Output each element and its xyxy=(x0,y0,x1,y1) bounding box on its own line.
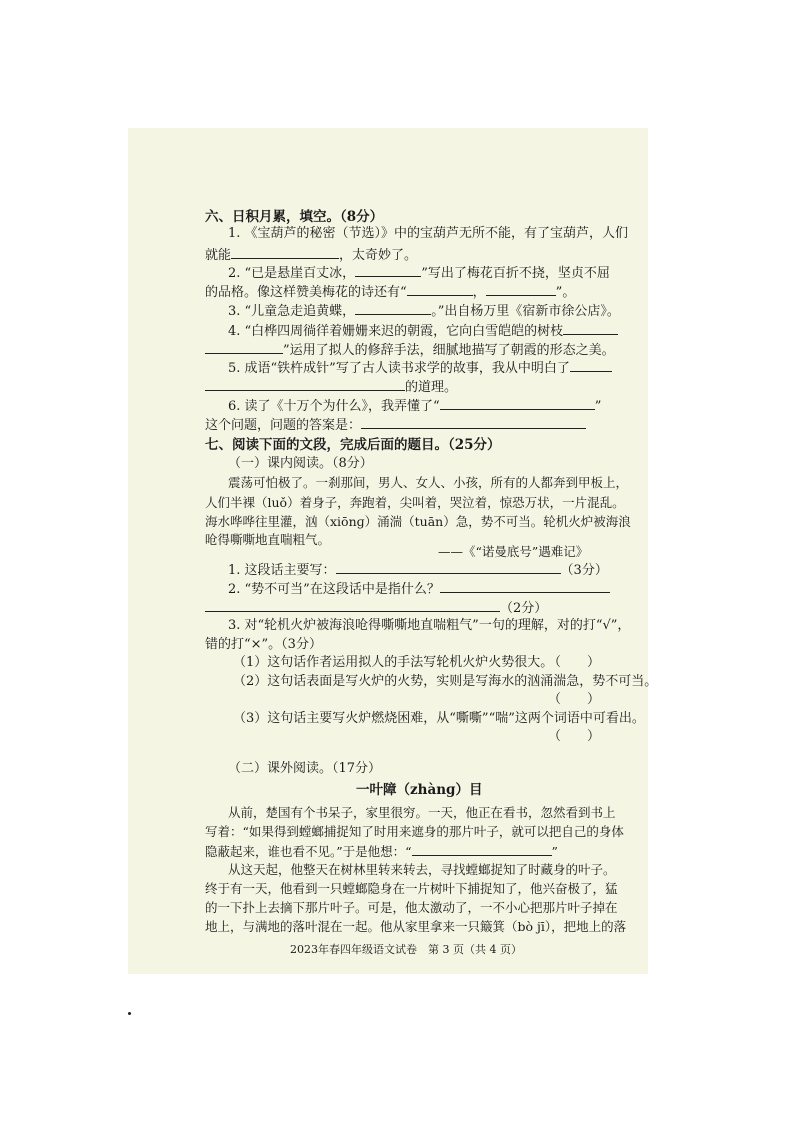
story-line: 地上，与满地的落叶混在一起。他从家里拿来一只簸箕（bò jī），把地上的落 xyxy=(205,919,627,934)
passage-line: 人们半裸（luǒ）着身子，奔跑着，尖叫着，哭泣着，惊恐万状，一片混乱。 xyxy=(205,495,625,510)
story-title: 一叶障（zhànɡ）目 xyxy=(356,782,483,798)
passage-line: 海水哗哗往里灌，汹（xiōnɡ）涌湍（tuān）急，势不可当。轮机火炉被海浪 xyxy=(205,514,631,529)
q6-2-line1: 2. “已是悬崖百丈冰， ”写出了梅花百折不挠，坚贞不屈 xyxy=(228,266,610,281)
reading-q1: 1. 这段话主要写： （3分） xyxy=(228,563,608,578)
answer-blank[interactable] xyxy=(407,283,473,296)
answer-blank[interactable] xyxy=(355,302,431,315)
judge-paren-1[interactable]: （ ） xyxy=(548,655,601,670)
q6-1-line2: 就能 ，太奇妙了。 xyxy=(205,248,418,263)
section6-heading: 六、日积月累，填空。（8分） xyxy=(205,209,384,225)
q6-4-line1: 4. “白桦四周徜徉着姗姗来迟的朝霞，它向白雪皑皑的树枝 xyxy=(228,322,618,340)
answer-blank[interactable] xyxy=(570,359,612,372)
answer-blank[interactable] xyxy=(231,246,339,259)
q6-5-line1: 5. 成语“铁杵成针”写了古人读书求学的故事，我从中明白了 xyxy=(228,359,612,377)
passage-line: 呛得嘶嘶地直喘粗气。 xyxy=(205,532,331,547)
reading-part2-label: （二）课外阅读。（17分） xyxy=(228,761,382,776)
story-line: 写着：“如果得到螳螂捕捉知了时用来遮身的那片叶子，就可以把自己的身体 xyxy=(205,824,624,839)
q6-6-line1: 6. 读了《十万个为什么》，我弄懂了“ ” xyxy=(228,399,602,414)
story-line: 隐蔽起来，谁也看不见。”于是他想：“ ” xyxy=(205,844,558,859)
judge-paren-2[interactable]: （ ） xyxy=(548,692,601,707)
reading-q3-line2: 错的打“×”。（3分） xyxy=(205,637,322,652)
answer-blank[interactable] xyxy=(336,561,561,574)
story-line: 从前，楚国有个书呆子，家里很穷。一天，他正在看书，忽然看到书上 xyxy=(228,805,616,820)
q6-5-line2: 的道理。 xyxy=(205,378,457,396)
scan-speck xyxy=(128,1012,131,1015)
reading-part1-label: （一）课内阅读。（8分） xyxy=(228,456,373,471)
story-line: 的一下扑上去摘下那片叶子。可是，他太激动了，一不小心把那片叶子掉在 xyxy=(205,900,618,915)
section7-heading: 七、阅读下面的文段，完成后面的题目。（25分） xyxy=(205,437,501,453)
q6-4-line2: ”运用了拟人的修辞手法，细腻地描写了朝霞的形态之美。 xyxy=(205,341,615,359)
answer-blank[interactable] xyxy=(355,264,421,277)
answer-blank[interactable] xyxy=(440,397,595,410)
judge-option-3: （3）这句话主要写火炉燃烧困难，从“嘶嘶”“喘”这两个词语中可看出。 xyxy=(233,711,645,726)
reading-q2-line2: （2分） xyxy=(205,599,547,617)
answer-blank[interactable] xyxy=(361,416,586,429)
page-footer: 2023年春四年级语文试卷 第 3 页（共 4 页） xyxy=(290,943,522,956)
q6-3: 3. “儿童急走追黄蝶， 。”出自杨万里《宿新市徐公店》。 xyxy=(228,304,620,319)
story-line: 终于有一天，他看到一只螳螂隐身在一片树叶下捕捉知了，他兴奋极了，猛 xyxy=(205,881,618,896)
answer-blank[interactable] xyxy=(412,843,552,856)
answer-blank[interactable] xyxy=(205,599,500,612)
judge-paren-3[interactable]: （ ） xyxy=(548,729,601,744)
answer-blank[interactable] xyxy=(205,341,283,354)
judge-option-1: （1）这句话作者运用拟人的手法写轮机火炉火势很大。 xyxy=(233,655,554,670)
q6-2-line2: 的品格。像这样赞美梅花的诗还有“ ， ”。 xyxy=(205,285,576,300)
reading-q2-line1: 2. “势不可当”在这段话中是指什么？ xyxy=(228,580,610,598)
reading-q3-line1: 3. 对“轮机火炉被海浪呛得嘶嘶地直喘粗气”一句的理解，对的打“√”， xyxy=(228,618,631,633)
answer-blank[interactable] xyxy=(205,378,405,391)
answer-blank[interactable] xyxy=(486,283,556,296)
q6-1-line1: 1. 《宝葫芦的秘密（节选）》中的宝葫芦无所不能，有了宝葫芦，人们 xyxy=(228,226,629,241)
answer-blank[interactable] xyxy=(440,580,610,593)
passage-line: 震荡可怕极了。一刹那间，男人、女人、小孩，所有的人都奔到甲板上， xyxy=(228,475,629,490)
passage-source: ——《“诺曼底号”遇难记》 xyxy=(438,544,589,559)
judge-option-2: （2）这句话表面是写火炉的火势，实则是写海水的汹涌湍急，势不可当。 xyxy=(233,674,658,689)
answer-blank[interactable] xyxy=(563,322,618,335)
q6-6-line2: 这个问题，问题的答案是： xyxy=(205,416,586,434)
story-line: 从这天起，他整天在树林里转来转去，寻找螳螂捉知了时藏身的叶子。 xyxy=(228,862,616,877)
